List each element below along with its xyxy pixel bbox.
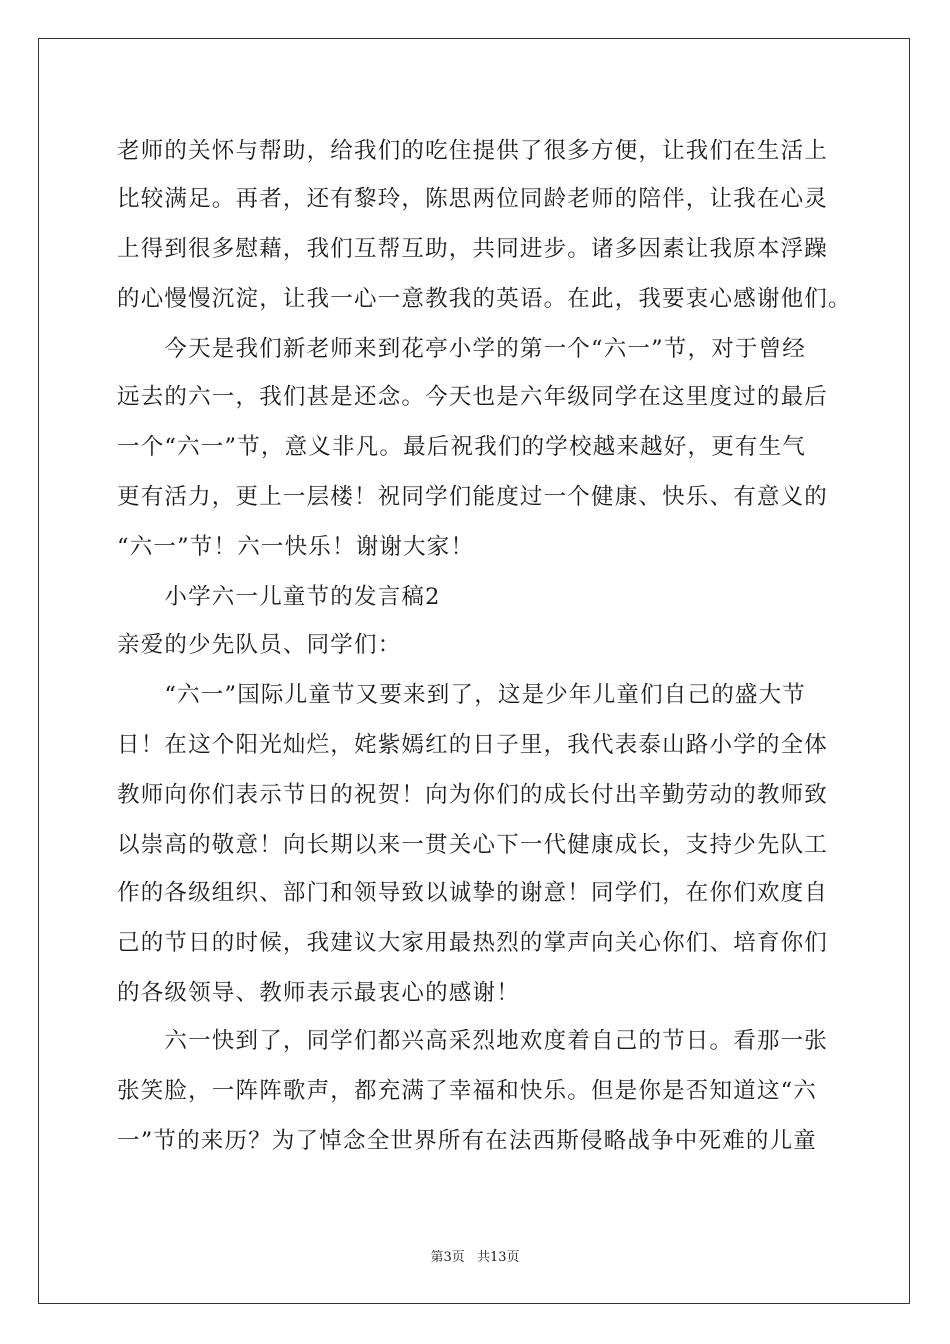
text-line: 比较满足。再者，还有黎玲，陈思两位同龄老师的陪伴，让我在心灵 (117, 186, 829, 212)
text-line: 的心慢慢沉淀，让我一心一意教我的英语。在此，我要衷心感谢他们。 (117, 286, 852, 312)
text-line: 己的节日的时候，我建议大家用最热烈的掌声向关心你们、培育你们 (117, 930, 829, 956)
text-line: 老师的关怀与帮助，给我们的吃住提供了很多方便，让我们在生活上 (117, 138, 829, 164)
text-line: 以崇高的敬意！向长期以来一贯关心下一代健康成长，支持少先队工 (117, 832, 829, 858)
salutation: 亲爱的少先队员、同学们： (117, 632, 402, 658)
section-heading: 小学六一儿童节的发言稿2 (117, 584, 441, 610)
text-line: 作的各级组织、部门和领导致以诚挚的谢意！同学们，在你们欢度自 (117, 880, 829, 906)
text-line: “六一”节！六一快乐！谢谢大家！ (117, 534, 475, 560)
text-line: 的各级领导、教师表示最衷心的感谢！ (117, 980, 520, 1006)
text-line: 一”节的来历？为了悼念全世界所有在法西斯侵略战争中死难的儿童 (117, 1128, 818, 1154)
text-line: 更有活力，更上一层楼！祝同学们能度过一个健康、快乐、有意义的 (117, 484, 829, 510)
text-line: 日！在这个阳光灿烂，姹紫嫣红的日子里，我代表泰山路小学的全体 (117, 732, 829, 758)
text-line: 今天是我们新老师来到花亭小学的第一个“六一”节，对于曾经 (117, 336, 807, 362)
text-line: 上得到很多慰藉，我们互帮互助，共同进步。诸多因素让我原本浮躁 (117, 236, 829, 262)
text-line: “六一”国际儿童节又要来到了，这是少年儿童们自己的盛大节 (117, 682, 807, 708)
page-total: 共13页 (476, 1250, 520, 1265)
text-line: 一个“六一”节，意义非凡。最后祝我们的学校越来越好，更有生气 (117, 434, 807, 460)
page-border (38, 38, 910, 1304)
text-line: 教师向你们表示节日的祝贺！向为你们的成长付出辛勤劳动的教师致 (117, 782, 829, 808)
text-line: 远去的六一，我们甚是还念。今天也是六年级同学在这里度过的最后 (117, 384, 829, 410)
page-footer (0, 1246, 950, 1265)
text-line: 张笑脸，一阵阵歌声，都充满了幸福和快乐。但是你是否知道这“六 (117, 1078, 818, 1104)
text-line: 六一快到了，同学们都兴高采烈地欢度着自己的节日。看那一张 (117, 1028, 829, 1054)
page-number: 第3页 (430, 1250, 465, 1265)
